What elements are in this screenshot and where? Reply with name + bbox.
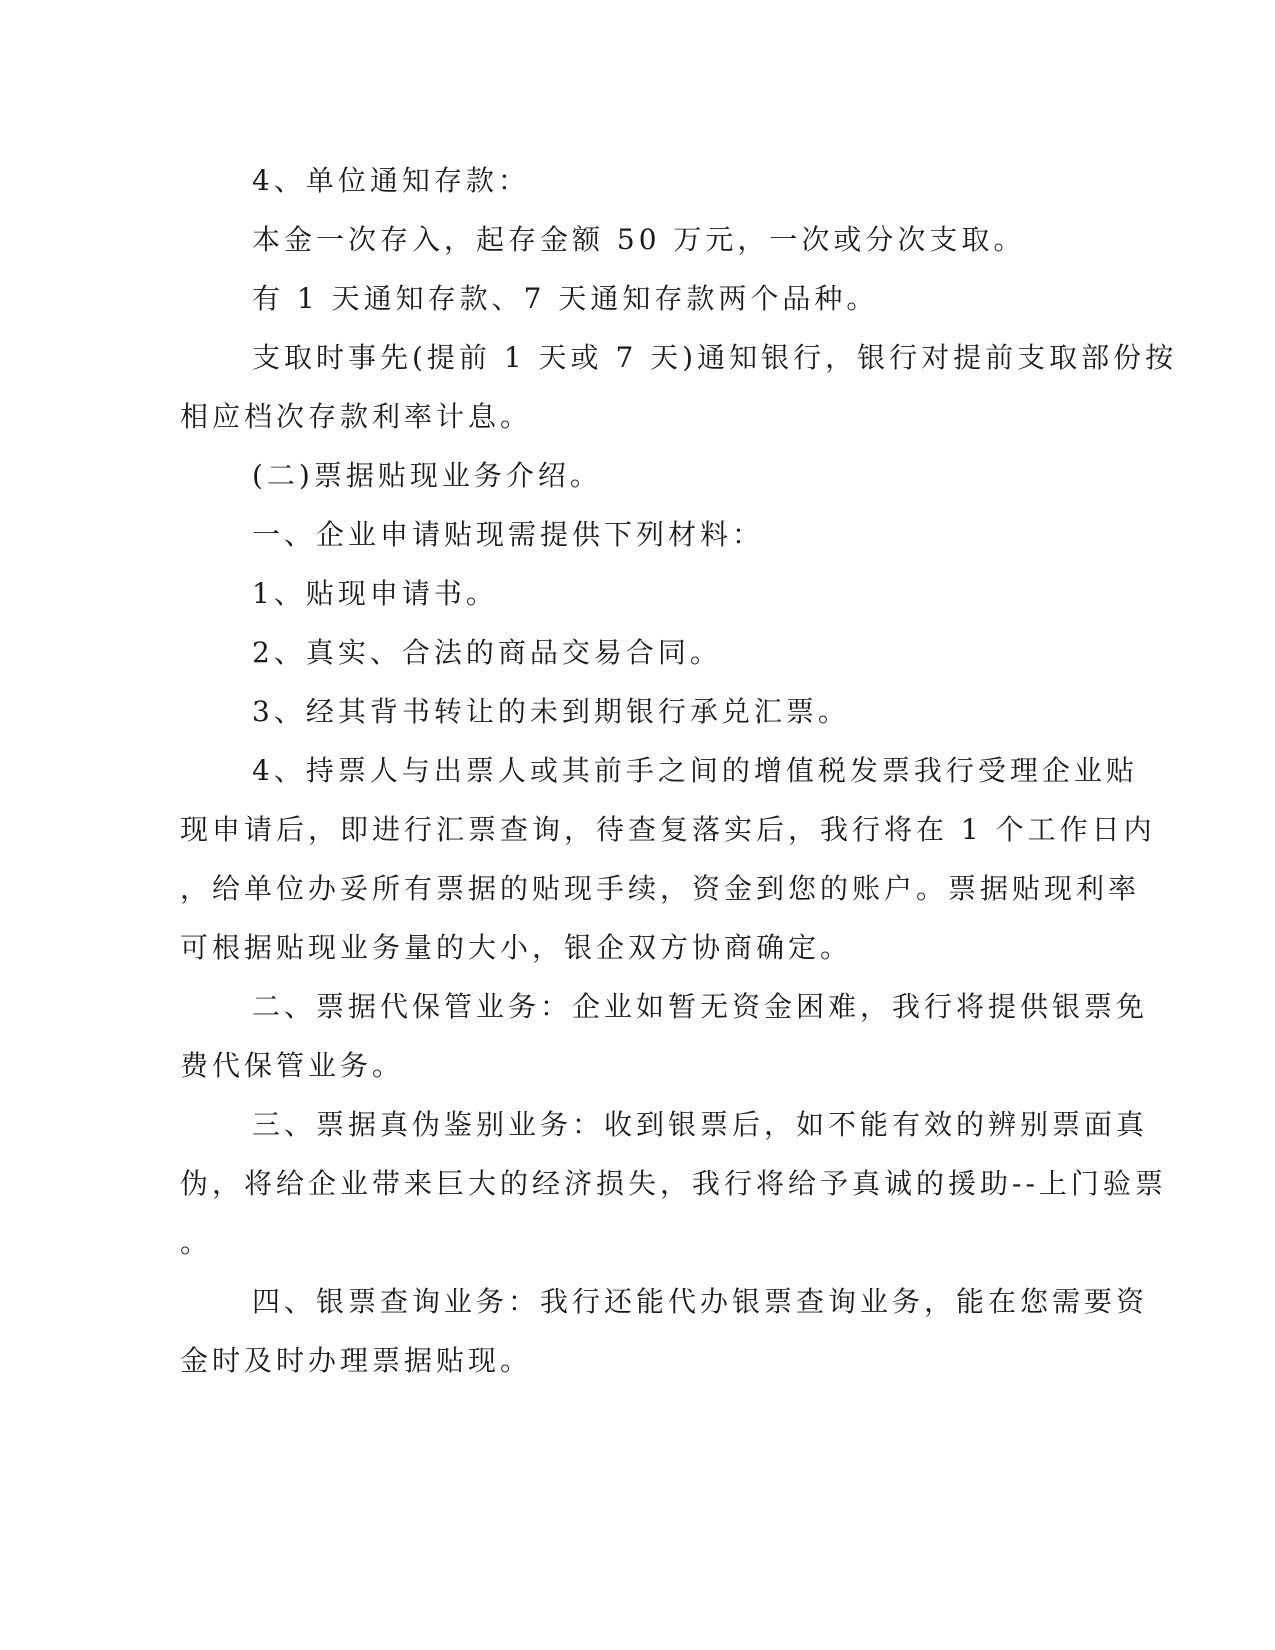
text-line: 1、贴现申请书。 [252, 577, 498, 610]
text-line: 2、真实、合法的商品交易合同。 [252, 636, 722, 669]
text-line: 四、银票查询业务：我行还能代办银票查询业务，能在您需要资 [252, 1285, 1149, 1318]
text-line: 现申请后，即进行汇票查询，待查复落实后，我行将在 1 个工作日内 [180, 813, 1156, 846]
text-line: 4、持票人与出票人或其前手之间的增值税发票我行受理企业贴 [252, 754, 1138, 787]
text-line: 伪，将给企业带来巨大的经济损失，我行将给予真诚的援助--上门验票 [180, 1167, 1167, 1200]
text-line: 3、经其背书转让的未到期银行承兑汇票。 [252, 695, 850, 728]
text-line: 可根据贴现业务量的大小，银企双方协商确定。 [180, 931, 853, 964]
text-line: ，给单位办妥所有票据的贴现手续，资金到您的账户。票据贴现利率 [180, 872, 1141, 905]
text-line: 三、票据真伪鉴别业务：收到银票后，如不能有效的辨别票面真 [252, 1108, 1149, 1141]
text-line: 本金一次存入，起存金额 50 万元，一次或分次支取。 [252, 223, 1026, 256]
text-line: 相应档次存款利率计息。 [180, 400, 533, 433]
text-line: 费代保管业务。 [180, 1049, 405, 1082]
text-line: 金时及时办理票据贴现。 [180, 1344, 533, 1377]
text-line: (二)票据贴现业务介绍。 [252, 459, 602, 492]
text-line: 二、票据代保管业务：企业如暂无资金困难，我行将提供银票免 [252, 990, 1149, 1023]
text-line: 支取时事先(提前 1 天或 7 天)通知银行，银行对提前支取部份按 [252, 341, 1178, 374]
text-line: 4、单位通知存款： [252, 164, 530, 197]
text-line: 一、企业申请贴现需提供下列材料： [252, 518, 765, 551]
text-line: 。 [180, 1226, 213, 1259]
text-line: 有 1 天通知存款、7 天通知存款两个品种。 [252, 282, 879, 315]
